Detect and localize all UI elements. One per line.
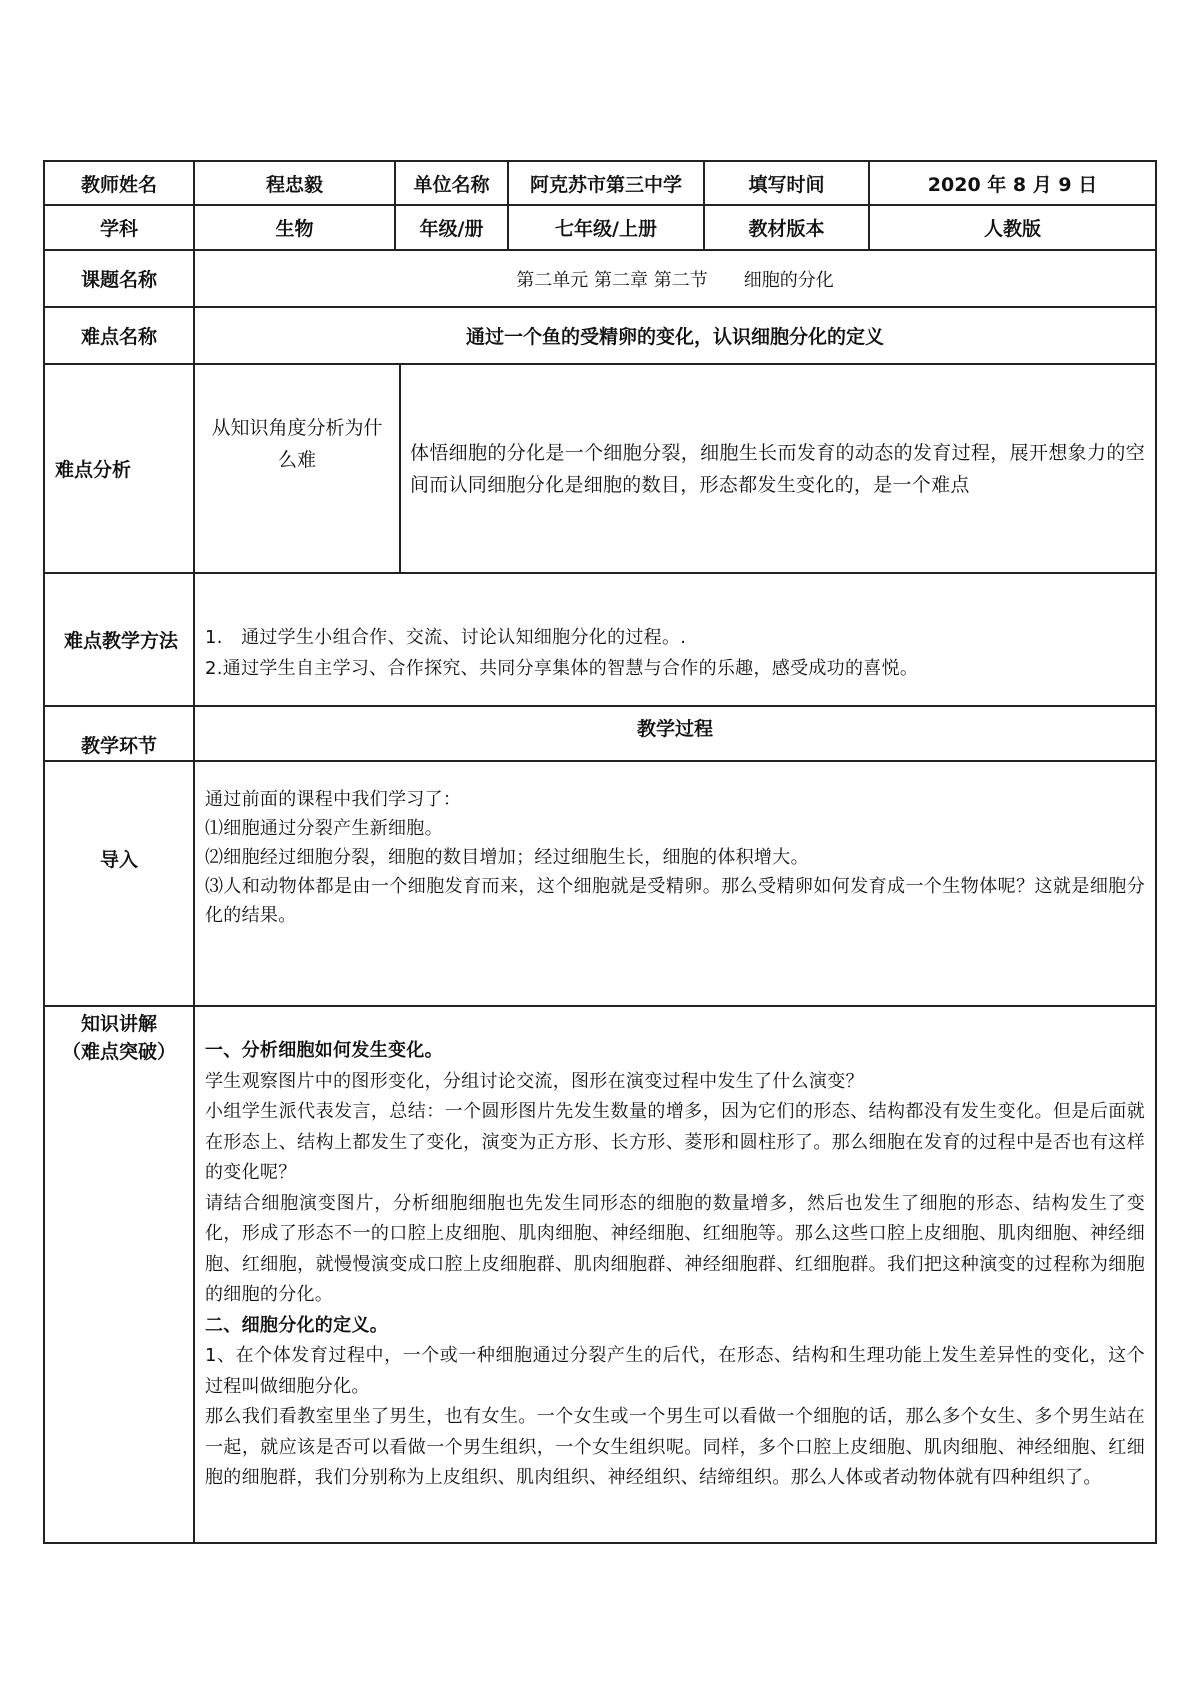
knowledge-label-line1: 知识讲解 [80, 1013, 157, 1035]
knowledge-label-line2: （难点突破） [61, 1041, 176, 1063]
unit-value: 阿克苏市第三中学 [529, 173, 682, 196]
method-label: 难点教学方法 [63, 630, 178, 652]
stage-label: 教学环节 [80, 735, 157, 757]
knowledge-text [205, 1036, 1145, 1494]
method-item: 1. 通过学生小组合作、交流、讨论认知细胞分化的过程。. [205, 627, 687, 648]
analysis-sub-label: 从知识角度分析为什么难 [211, 416, 383, 471]
intro-label: 导入 [99, 849, 138, 871]
paragraph: 学生观察图片中的图形变化，分组讨论交流，图形在演变过程中发生了什么演变？ [205, 1070, 864, 1092]
grade-label: 年级/册 [419, 218, 484, 240]
process-label: 教学过程 [636, 718, 713, 740]
column-divider [399, 363, 401, 574]
paragraph: 1、在个体发育过程中，一个或一种细胞通过分裂产生的后代，在形态、结构和生理功能上发生差异性的变化，这个过程叫做细胞分化。 [205, 1345, 1145, 1397]
row-divider [43, 572, 1155, 574]
table-right-border [1155, 160, 1157, 1544]
unit-label: 单位名称 [413, 173, 490, 196]
edition-label: 教材版本 [748, 218, 825, 240]
grade-value: 七年级/上册 [555, 218, 657, 240]
teacher-value: 程忠毅 [265, 173, 323, 196]
analysis-label: 难点分析 [55, 459, 132, 481]
difficulty-value: 通过一个鱼的受精卵的变化，认识细胞分化的定义 [465, 326, 884, 348]
edition-value: 人教版 [983, 218, 1041, 240]
intro-line: ⑵细胞经过细胞分裂，细胞的数目增加；经过细胞生长，细胞的体积增大。 [205, 847, 809, 868]
subject-label: 学科 [99, 218, 138, 240]
teacher-label: 教师姓名 [80, 173, 157, 196]
intro-line: ⑶人和动物体都是由一个细胞发育而来，这个细胞就是受精卵。那么受精卵如何发育成一个生物体呢？这就是细胞分化的结果。 [205, 876, 1145, 926]
paragraph: 请结合细胞演变图片，分析细胞细胞也先发生同形态的细胞的数量增多，然后也发生了细胞的形态、结构发生了变化，形成了形态不一的口腔上皮细胞、肌肉细胞、神经细胞、红细胞等。那么这些口腔上皮细胞、肌肉细胞、神经细胞、红细胞，就慢慢演变成口腔上皮细胞群、肌肉细胞群、神经细胞群、红细胞群。我们把这种演变的过程称为细胞的细胞的分化。 [205, 1192, 1145, 1305]
intro-text [205, 785, 1145, 930]
section1-title: 一、分析细胞如何发生变化。 [205, 1040, 443, 1061]
intro-line: 通过前面的课程中我们学习了： [205, 789, 462, 810]
analysis-text: 体悟细胞的分化是一个细胞分裂，细胞生长而发育的动态的发育过程，展开想象力的空间而认同细胞分化是细胞的数目，形态都发生变化的，是一个难点 [410, 442, 1145, 496]
column-divider [193, 160, 195, 1544]
method-list [205, 622, 1145, 684]
paragraph: 那么我们看教室里坐了男生，也有女生。一个女生或一个男生可以看做一个细胞的话，那么多个女生、多个男生站在一起，就应该是否可以看做一个男生组织，一个女生组织呢。同样，多个口腔上皮细胞、肌肉细胞、神经细胞、红细胞的细胞群，我们分别称为上皮组织、肌肉组织、神经组织、结缔组织。那么人体或者动物体就有四种组织了。 [205, 1406, 1145, 1488]
method-item: 2.通过学生自主学习、合作探究、共同分享集体的智慧与合作的乐趣，感受成功的喜悦。 [205, 658, 919, 679]
fill-time-value: 2020 年 8 月 9 日 [927, 173, 1098, 196]
row-divider [43, 1005, 1155, 1007]
intro-line: ⑴细胞通过分裂产生新细胞。 [205, 818, 443, 839]
row-divider [43, 760, 1155, 762]
topic-value: 第二单元 第二章 第二节 细胞的分化 [516, 269, 834, 291]
table-bottom-border [43, 1542, 1155, 1544]
knowledge-label [45, 1008, 193, 1068]
subject-value: 生物 [275, 218, 314, 240]
topic-label: 课题名称 [80, 269, 157, 291]
difficulty-label: 难点名称 [80, 326, 157, 348]
section2-title: 二、细胞分化的定义。 [205, 1314, 388, 1336]
paragraph: 小组学生派代表发言，总结：一个圆形图片先发生数量的增多，因为它们的形态、结构都没有发生变化。但是后面就在形态上、结构上都发生了变化，演变为正方形、长方形、菱形和圆柱形了。那么细胞在发育的过程中是否也有这样的变化呢？ [205, 1101, 1145, 1183]
fill-time-label: 填写时间 [748, 173, 825, 196]
